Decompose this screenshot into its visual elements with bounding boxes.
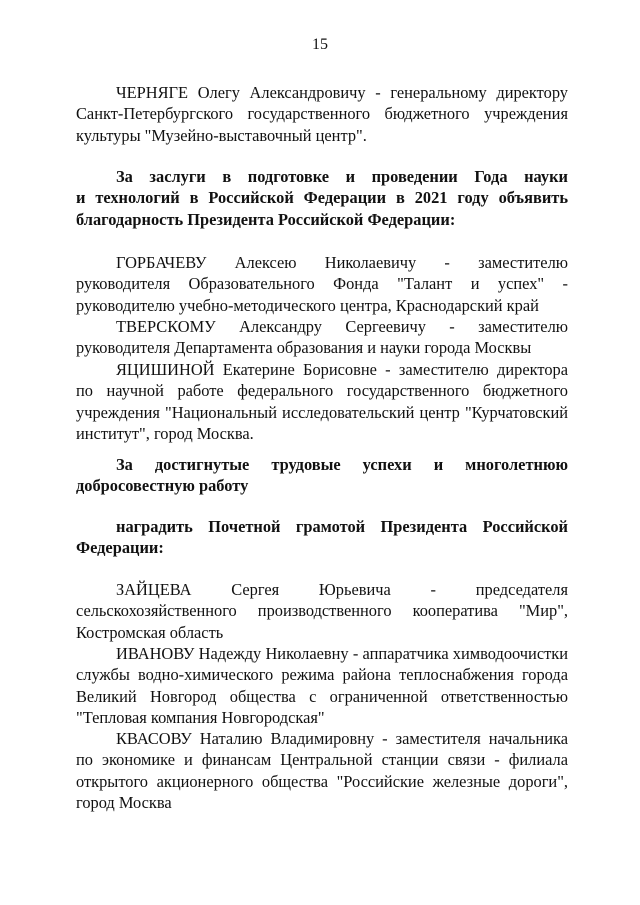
text-line: учреждения "Национальный исследовательский центр "Курчатовский	[76, 402, 568, 422]
heading-line: За достигнутые трудовые успехи и многолетнюю	[116, 455, 568, 474]
text-line: ЧЕРНЯГЕ Олегу Александровичу - генеральному директору	[116, 83, 568, 102]
award-entry-zaytsev	[76, 579, 568, 643]
text-line: Санкт-Петербургского государственного бюджетного учреждения	[76, 104, 568, 124]
text-line: руководителя Департамента образования и науки города Москвы	[76, 338, 532, 358]
heading-line: За заслуги в подготовке и проведении Года науки	[116, 167, 568, 186]
text-line: КВАСОВУ Наталию Владимировну - заместителя начальника	[116, 729, 568, 748]
text-line: ГОРБАЧЕВУ Алексею Николаевичу - заместителю	[116, 253, 568, 272]
text-line: руководителю учебно-методического центра, Краснодарский край	[76, 295, 539, 315]
award-entry-gorbachev	[76, 252, 568, 316]
text-line: Великий Новгород общества с ограниченной ответственностью	[76, 686, 568, 706]
heading-line: и технологий в Российской Федерации в 2021 году объявить	[76, 188, 568, 208]
award-entry-yatsishina	[76, 359, 568, 445]
heading-line: Федерации:	[76, 538, 164, 558]
heading-line: добросовестную работу	[76, 476, 249, 496]
text-line: сельскохозяйственного производственного кооператива "Мир",	[76, 601, 568, 621]
award-entry-kvasova	[76, 728, 568, 814]
text-line: ЗАЙЦЕВА Сергея Юрьевича - председателя	[116, 580, 568, 599]
text-line: открытого акционерного общества "Российские железные дороги",	[76, 771, 568, 791]
page-number: 15	[312, 36, 328, 53]
text-line: город Москва	[76, 793, 172, 813]
text-line: культуры "Музейно-выставочный центр".	[76, 125, 367, 145]
text-line: службы водно-химического режима района теплоснабжения города	[76, 665, 568, 685]
section-heading-gratitude	[76, 166, 568, 230]
text-line: по экономике и финансам Центральной станции связи - филиала	[76, 750, 568, 770]
heading-line: благодарность Президента Российской Федерации:	[76, 209, 456, 229]
text-line: ЯЦИШИНОЙ Екатерине Борисовне - заместителю директора	[116, 360, 568, 379]
text-line: руководителя Образовательного Фонда "Талант и успех" -	[76, 274, 568, 294]
award-entry-tverskoy	[76, 316, 568, 359]
section-heading-labor-success	[76, 454, 568, 497]
text-line: "Тепловая компания Новгородская"	[76, 708, 325, 728]
text-line: Костромская область	[76, 622, 224, 642]
heading-line: наградить Почетной грамотой Президента Российской	[116, 517, 568, 536]
text-line: ТВЕРСКОМУ Александру Сергеевичу - заместителю	[116, 317, 568, 336]
text-line: институт", город Москва.	[76, 424, 254, 444]
award-entry-ivanova	[76, 643, 568, 729]
section-heading-award-certificate	[76, 516, 568, 559]
award-entry-chernyage	[76, 82, 568, 146]
text-line: по научной работе федерального государственного бюджетного	[76, 381, 568, 401]
text-line: ИВАНОВУ Надежду Николаевну - аппаратчика химводоочистки	[116, 644, 568, 663]
